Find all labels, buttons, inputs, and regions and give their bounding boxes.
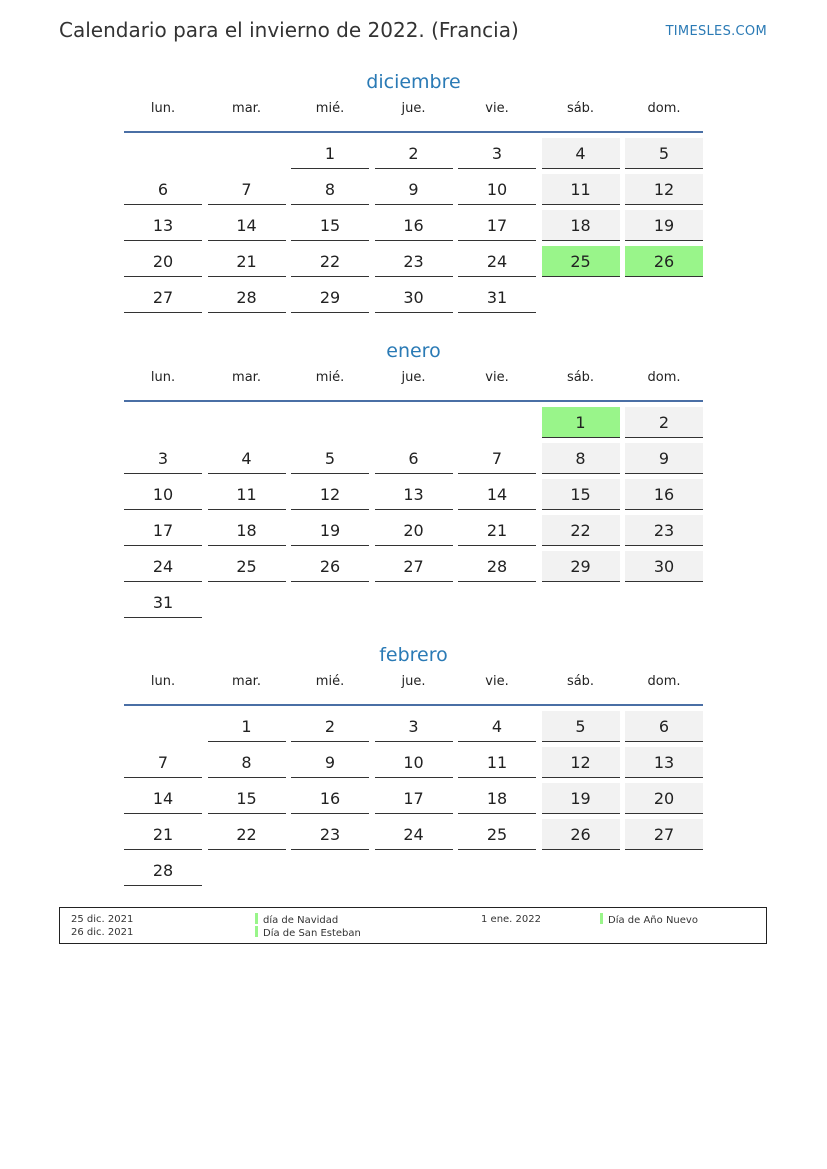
weekday-label: sáb. <box>566 101 595 116</box>
week-row <box>124 138 703 169</box>
day-cell: 28 <box>458 551 536 582</box>
weekday-label: lun. <box>150 370 176 385</box>
week-row <box>124 282 703 313</box>
weekday-header <box>124 101 703 123</box>
empty-day-cell <box>291 407 369 438</box>
legend-holiday-name: Día de San Esteban <box>263 928 361 939</box>
month-january <box>124 335 703 623</box>
week-row <box>124 819 703 850</box>
day-cell: 18 <box>208 515 286 546</box>
empty-day-cell <box>124 138 202 169</box>
day-cell: 22 <box>291 246 369 277</box>
month-title: diciembre <box>366 71 461 93</box>
day-cell: 8 <box>208 747 286 778</box>
empty-day-cell <box>208 138 286 169</box>
day-cell: 19 <box>625 210 703 241</box>
day-cell: 26 <box>542 819 620 850</box>
weekday-label: mar. <box>232 674 261 689</box>
empty-day-cell <box>375 855 453 886</box>
day-cell: 21 <box>458 515 536 546</box>
day-cell: 7 <box>458 443 536 474</box>
week-row <box>124 246 703 277</box>
weeks-grid <box>124 711 703 886</box>
weekday-label: dom. <box>647 674 681 689</box>
empty-day-cell <box>458 407 536 438</box>
week-row <box>124 587 703 618</box>
month-december <box>124 66 703 318</box>
day-cell: 20 <box>124 246 202 277</box>
day-cell: 18 <box>542 210 620 241</box>
weekday-label: jue. <box>401 101 426 116</box>
day-cell: 13 <box>375 479 453 510</box>
header-rule <box>124 704 703 706</box>
legend-names-right <box>600 913 698 926</box>
legend-date: 25 dic. 2021 <box>71 914 134 925</box>
day-cell: 26 <box>291 551 369 582</box>
day-cell: 30 <box>375 282 453 313</box>
day-cell: 11 <box>542 174 620 205</box>
header-rule <box>124 400 703 402</box>
empty-day-cell <box>375 587 453 618</box>
day-cell: 31 <box>124 587 202 618</box>
week-row <box>124 515 703 546</box>
day-cell: 30 <box>625 551 703 582</box>
day-cell: 16 <box>625 479 703 510</box>
day-cell: 14 <box>458 479 536 510</box>
day-cell: 22 <box>208 819 286 850</box>
empty-day-cell <box>625 587 703 618</box>
day-cell: 11 <box>208 479 286 510</box>
weekday-header <box>124 370 703 392</box>
legend-dates-left <box>71 913 133 939</box>
day-cell: 19 <box>291 515 369 546</box>
day-cell: 4 <box>208 443 286 474</box>
weekday-header <box>124 674 703 696</box>
day-cell: 12 <box>625 174 703 205</box>
empty-day-cell <box>542 587 620 618</box>
legend-entry <box>255 926 361 939</box>
day-cell: 25 <box>458 819 536 850</box>
weekday-label: lun. <box>150 101 176 116</box>
weekday-label: sáb. <box>566 674 595 689</box>
day-cell: 5 <box>542 711 620 742</box>
week-row <box>124 551 703 582</box>
legend-dates-right <box>481 913 541 926</box>
day-cell: 16 <box>375 210 453 241</box>
weekday-label: vie. <box>485 674 509 689</box>
day-cell: 1 <box>542 407 620 438</box>
day-cell: 29 <box>291 282 369 313</box>
day-cell: 2 <box>291 711 369 742</box>
day-cell: 27 <box>375 551 453 582</box>
weekday-label: dom. <box>647 370 681 385</box>
day-cell: 17 <box>458 210 536 241</box>
week-row <box>124 210 703 241</box>
weekday-label: mié. <box>315 101 345 116</box>
day-cell: 28 <box>124 855 202 886</box>
day-cell: 27 <box>124 282 202 313</box>
week-row <box>124 711 703 742</box>
week-row <box>124 407 703 438</box>
weekday-label: dom. <box>647 101 681 116</box>
day-cell: 5 <box>625 138 703 169</box>
empty-day-cell <box>458 587 536 618</box>
month-february <box>124 639 703 891</box>
day-cell: 6 <box>124 174 202 205</box>
day-cell: 21 <box>124 819 202 850</box>
weekday-label: vie. <box>485 101 509 116</box>
day-cell: 10 <box>458 174 536 205</box>
day-cell: 18 <box>458 783 536 814</box>
day-cell: 1 <box>208 711 286 742</box>
legend-date: 1 ene. 2022 <box>481 914 541 925</box>
day-cell: 15 <box>542 479 620 510</box>
day-cell: 31 <box>458 282 536 313</box>
day-cell: 6 <box>625 711 703 742</box>
day-cell: 22 <box>542 515 620 546</box>
empty-day-cell <box>124 407 202 438</box>
empty-day-cell <box>291 855 369 886</box>
legend-names-left <box>255 913 361 939</box>
day-cell: 17 <box>375 783 453 814</box>
empty-day-cell <box>542 282 620 313</box>
day-cell: 23 <box>625 515 703 546</box>
empty-day-cell <box>375 407 453 438</box>
day-cell: 25 <box>542 246 620 277</box>
day-cell: 14 <box>208 210 286 241</box>
day-cell: 2 <box>375 138 453 169</box>
day-cell: 29 <box>542 551 620 582</box>
day-cell: 28 <box>208 282 286 313</box>
legend-entry <box>255 913 361 926</box>
week-row <box>124 479 703 510</box>
month-title: febrero <box>379 644 448 666</box>
day-cell: 4 <box>458 711 536 742</box>
week-row <box>124 443 703 474</box>
legend-date: 26 dic. 2021 <box>71 927 134 938</box>
empty-day-cell <box>208 587 286 618</box>
empty-day-cell <box>542 855 620 886</box>
day-cell: 26 <box>625 246 703 277</box>
week-row <box>124 855 703 886</box>
holiday-color-marker <box>600 913 603 924</box>
day-cell: 11 <box>458 747 536 778</box>
empty-day-cell <box>291 587 369 618</box>
weekday-label: mar. <box>232 101 261 116</box>
legend-holiday-name: Día de Año Nuevo <box>608 915 698 926</box>
empty-day-cell <box>208 855 286 886</box>
day-cell: 20 <box>375 515 453 546</box>
empty-day-cell <box>625 282 703 313</box>
day-cell: 25 <box>208 551 286 582</box>
day-cell: 27 <box>625 819 703 850</box>
weekday-label: vie. <box>485 370 509 385</box>
day-cell: 13 <box>124 210 202 241</box>
day-cell: 24 <box>458 246 536 277</box>
day-cell: 12 <box>291 479 369 510</box>
empty-day-cell <box>124 711 202 742</box>
header-rule <box>124 131 703 133</box>
day-cell: 6 <box>375 443 453 474</box>
day-cell: 3 <box>375 711 453 742</box>
day-cell: 5 <box>291 443 369 474</box>
legend-holiday-name: día de Navidad <box>263 915 339 926</box>
day-cell: 24 <box>375 819 453 850</box>
day-cell: 3 <box>458 138 536 169</box>
day-cell: 23 <box>291 819 369 850</box>
day-cell: 7 <box>124 747 202 778</box>
weekday-label: lun. <box>150 674 176 689</box>
weekday-label: mié. <box>315 370 345 385</box>
day-cell: 9 <box>625 443 703 474</box>
weeks-grid <box>124 138 703 313</box>
day-cell: 20 <box>625 783 703 814</box>
day-cell: 10 <box>375 747 453 778</box>
day-cell: 8 <box>291 174 369 205</box>
day-cell: 9 <box>291 747 369 778</box>
legend-entry <box>600 913 698 926</box>
weekday-label: mié. <box>315 674 345 689</box>
holiday-color-marker <box>255 926 258 937</box>
day-cell: 24 <box>124 551 202 582</box>
holiday-color-marker <box>255 913 258 924</box>
day-cell: 12 <box>542 747 620 778</box>
weeks-grid <box>124 407 703 618</box>
brand-link[interactable]: TIMESLES.COM <box>665 24 767 39</box>
week-row <box>124 747 703 778</box>
day-cell: 10 <box>124 479 202 510</box>
month-title: enero <box>386 340 441 362</box>
day-cell: 4 <box>542 138 620 169</box>
day-cell: 16 <box>291 783 369 814</box>
day-cell: 17 <box>124 515 202 546</box>
weekday-label: mar. <box>232 370 261 385</box>
empty-day-cell <box>458 855 536 886</box>
day-cell: 21 <box>208 246 286 277</box>
empty-day-cell <box>625 855 703 886</box>
day-cell: 3 <box>124 443 202 474</box>
holiday-legend <box>59 907 767 944</box>
day-cell: 15 <box>208 783 286 814</box>
day-cell: 8 <box>542 443 620 474</box>
day-cell: 1 <box>291 138 369 169</box>
weekday-label: jue. <box>401 674 426 689</box>
day-cell: 9 <box>375 174 453 205</box>
day-cell: 7 <box>208 174 286 205</box>
day-cell: 19 <box>542 783 620 814</box>
week-row <box>124 174 703 205</box>
weekday-label: jue. <box>401 370 426 385</box>
weekday-label: sáb. <box>566 370 595 385</box>
day-cell: 14 <box>124 783 202 814</box>
week-row <box>124 783 703 814</box>
day-cell: 13 <box>625 747 703 778</box>
page-title: Calendario para el invierno de 2022. (Francia) <box>59 18 519 42</box>
day-cell: 15 <box>291 210 369 241</box>
day-cell: 2 <box>625 407 703 438</box>
empty-day-cell <box>208 407 286 438</box>
day-cell: 23 <box>375 246 453 277</box>
